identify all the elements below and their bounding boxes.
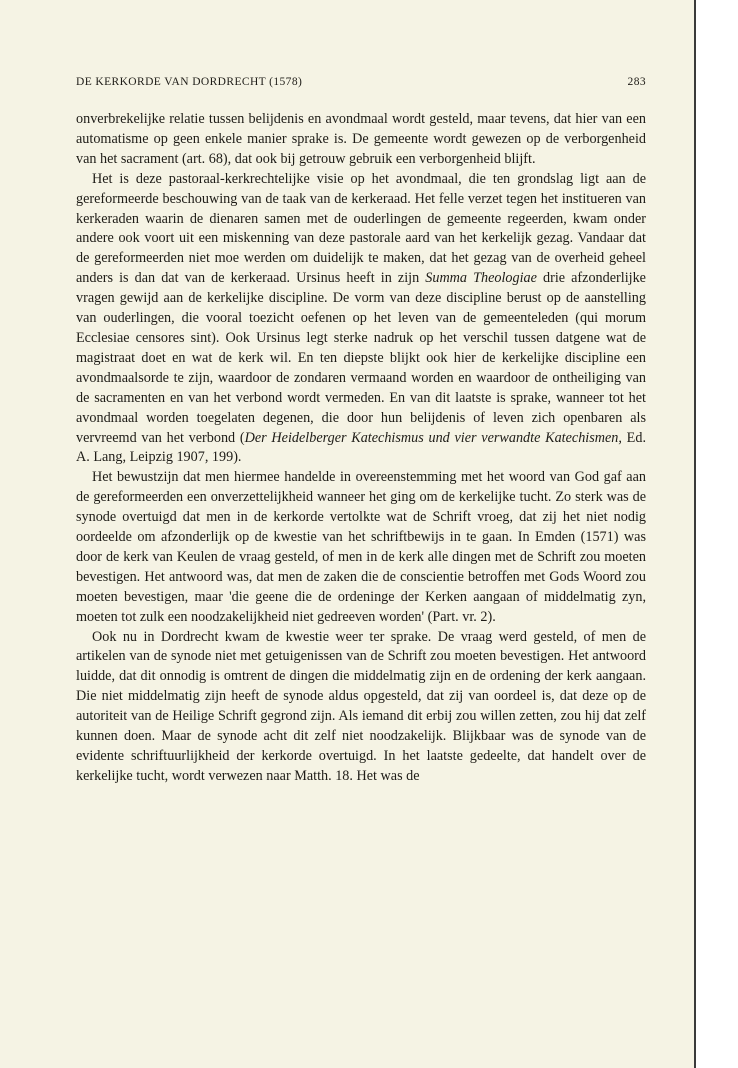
paragraph-2-text-a: Het is deze pastoraal-kerkrechtelijke visie op het avondmaal, die ten grondslag ligt aan de gereformeerde beschouwing van de taak van de kerkeraad. Het felle verzet tegen het institueren van kerkeraden waarin de dienaren samen met de ouderlingen de gemeente regeerden, kwam onder andere ook voort uit een miskenning van deze pastorale aard van het kerkelijk gezag. Vandaar dat de gereformeerden niet moe werden om duidelijk te maken, dat het gezag van de overheid geheel anders is dan dat van de kerkeraad. Ursinus heeft in zijn (76, 170, 646, 287)
paragraph-3 (76, 468, 646, 627)
paragraph-4-text: Ook nu in Dordrecht kwam de kwestie weer ter sprake. De vraag werd gesteld, of men de artikelen van de synode niet met getuigenissen van de Schrift zou moeten bevestigen. Het antwoord luidde, dat dit onnodig is omtrent de dingen die middelmatig zijn en de ordening der kerk aangaan. Die niet middelmatig zijn heeft de synode aldus opgesteld, dat zij van oordeel is, dat deze op de autoriteit van de Heilige Schrift gegrond zijn. Als iemand dit erbij zou willen zetten, zou hij dat zelf kunnen doen. Maar de synode acht dit zelf niet noodzakelijk. Blijkbaar was de synode van de evidente schriftuurlijkheid der kerkorde overtuigd. In het laatste gedeelte, dat handelt over de kerkelijke tucht, wordt verwezen naar Matth. 18. Het was de (76, 628, 646, 784)
body-text (76, 110, 646, 787)
paragraph-2-text-c: Ed. A. Lang, Leipzig 1907, 199). (76, 429, 646, 466)
page-number: 283 (627, 76, 646, 88)
paragraph-1 (76, 110, 646, 170)
running-header (76, 76, 646, 88)
running-title: DE KERKORDE VAN DORDRECHT (1578) (76, 76, 303, 88)
paragraph-3-text: Het bewustzijn dat men hiermee handelde in overeenstemming met het woord van God gaf aan de gereformeerden een onverzettelijkheid wanneer het ging om de kerkelijke tucht. Zo sterk was de synode overtuigd dat men in de kerkorde vertolkte wat de Schrift vroeg, dat zij het niet nodig oordeelde om afzonderlijk op de kwestie van het schriftbewijs in te gaan. In Emden (1571) was door de kerk van Keulen de vraag gesteld, of men in de kerk alle dingen met de Schrift zou moeten bevestigen. Het antwoord was, dat men de zaken die de conscientie betroffen met Gods Woord zou moeten bevestigen, maar 'die geene die de ordeninge der Kerken aangaan of middelmatig zyn, moeten tot zulk een noodzakelijkheid niet gedreeven worden' (Part. vr. 2). (76, 469, 646, 625)
paragraph-2-text-b: drie afzonderlijke vragen gewijd aan de kerkelijke discipline. De vorm van deze discipline berust op de aanstelling van ouderlingen, die vooral toezicht oefenen op het leven van de gemeenteleden (qui morum Ecclesiae censores sint). Ook Ursinus legt sterke nadruk op het verschil tussen datgene wat de magistraat doet en wat de kerk wil. En ten diepste blijkt ook hier de kerkelijke discipline een avondmaalsorde te zijn, waardoor de zondaren vermaand worden en waardoor de ontheiliging van de sacramenten en van het verbond wordt vermeden. En van dit laatste is sprake, wanneer tot het avondmaal worden toegelaten degenen, die door hun belijdenis of leven zich openbaren als vervreemd van het verbond ( (76, 270, 646, 446)
paragraph-1-text: onverbrekelijke relatie tussen belijdenis en avondmaal wordt gesteld, maar tevens, dat hier van een automatisme op geen enkele manier sprake is. De gemeente wordt gewezen op de verborgenheid van het sacrament (art. 68), dat ook bij getrouw gebruik een verborgenheid blijft. (76, 111, 646, 167)
paragraph-2 (76, 170, 646, 469)
paragraph-4 (76, 628, 646, 787)
book-title-summa-theologiae: Summa Theologiae (425, 270, 537, 287)
book-title-heidelberger-katechismus: Der Heidelberger Katechismus und vier verwandte Katechismen, (244, 429, 622, 446)
page-edge-line (694, 0, 696, 1068)
